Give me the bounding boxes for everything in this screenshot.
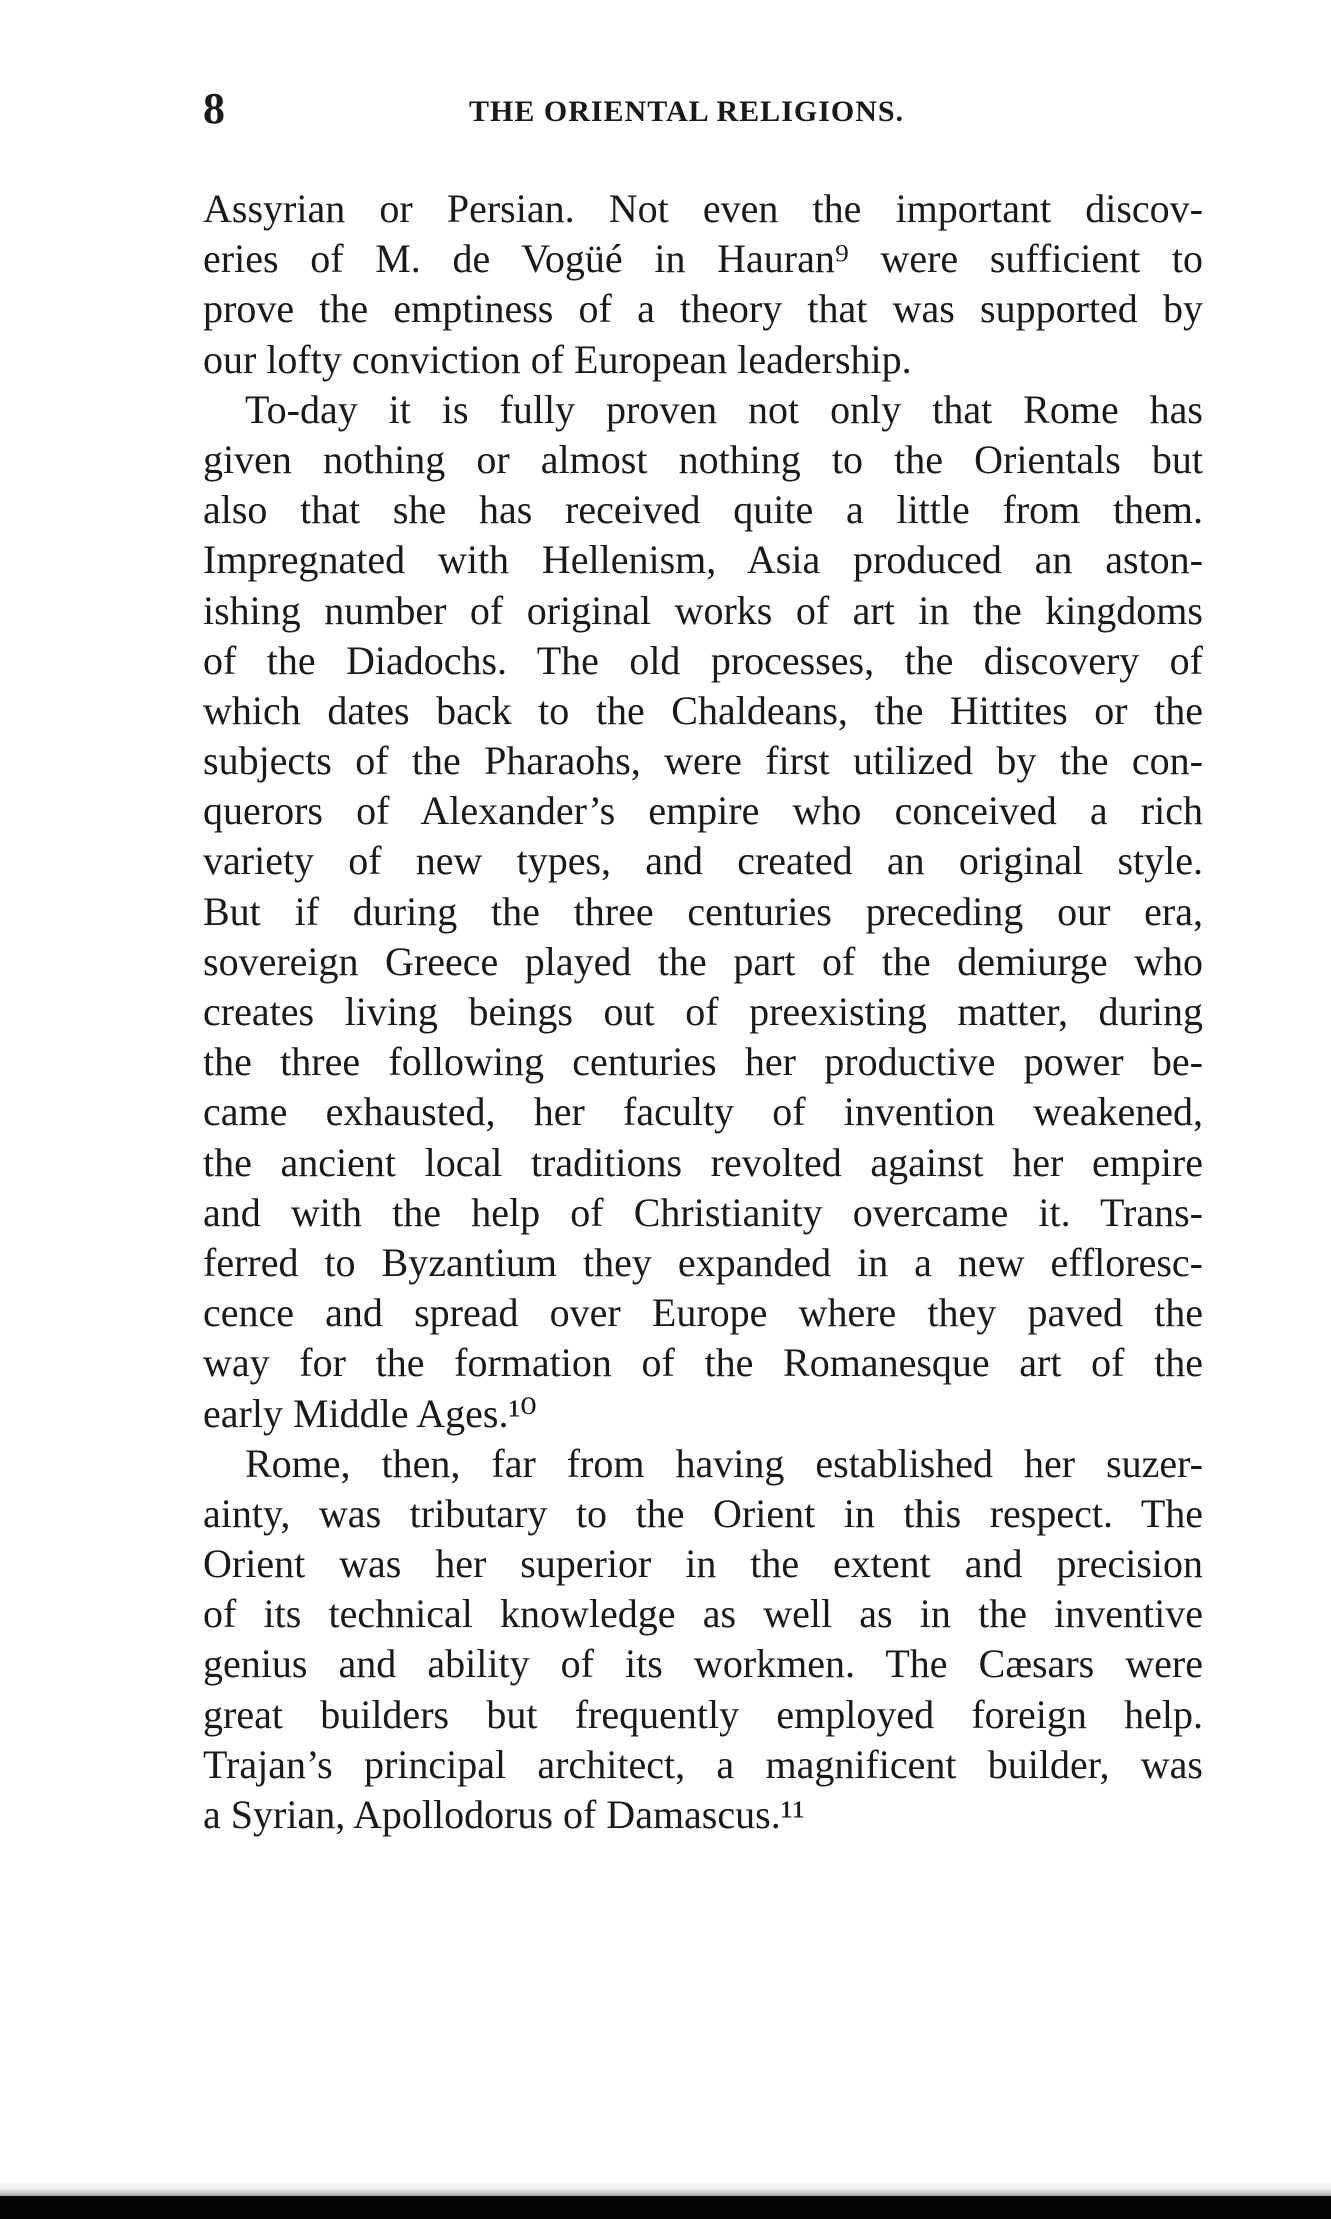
text-line: given nothing or almost nothing to the Orientals but [203, 436, 1203, 482]
running-title: THE ORIENTAL RELIGIONS. [469, 95, 905, 128]
text-line: of its technical knowledge as well as in the inventive [203, 1591, 1203, 1637]
text-line: Orient was her superior in the extent and precision [203, 1541, 1203, 1587]
text-line: way for the formation of the Romanesque art of the [203, 1340, 1203, 1386]
paragraph-1 [203, 184, 1203, 385]
scan-edge [0, 2196, 1331, 2219]
text-line: which dates back to the Chaldeans, the Hittites or the [203, 687, 1203, 733]
text-line: Rome, then, far from having established her suzer- [245, 1440, 1203, 1486]
body-text [203, 184, 1203, 1840]
text-line: To-day it is fully proven not only that Rome has [245, 386, 1203, 432]
text-line: great builders but frequently employed foreign help. [203, 1691, 1203, 1737]
text-line: cence and spread over Europe where they paved the [203, 1290, 1203, 1336]
paragraph-2 [203, 385, 1203, 1439]
text-line: came exhausted, her faculty of invention weakened, [203, 1089, 1203, 1135]
text-line: Assyrian or Persian. Not even the important discov- [203, 186, 1203, 231]
text-line: Impregnated with Hellenism, Asia produced an aston- [203, 537, 1203, 583]
text-line: early Middle Ages.¹⁰ [203, 1390, 537, 1436]
text-line: eries of M. de Vogüé in Hauran⁹ were sufficient to [203, 236, 1203, 282]
text-line: our lofty conviction of European leadership. [203, 336, 912, 382]
text-line: also that she has received quite a little from them. [203, 487, 1203, 533]
text-line: But if during the three centuries preceding our era, [203, 888, 1203, 934]
text-line: and with the help of Christianity overcame it. Trans- [203, 1189, 1203, 1235]
text-line: querors of Alexander’s empire who conceived a rich [203, 788, 1203, 834]
page-number: 8 [203, 84, 225, 133]
text-line: a Syrian, Apollodorus of Damascus.¹¹ [203, 1792, 805, 1837]
text-line: ferred to Byzantium they expanded in a new effloresc- [203, 1239, 1203, 1285]
text-line: creates living beings out of preexisting matter, during [203, 989, 1203, 1034]
text-line: the ancient local traditions revolted against her empire [203, 1139, 1203, 1185]
text-line: genius and ability of its workmen. The Cæsars were [203, 1641, 1203, 1687]
text-line: subjects of the Pharaohs, were first utilized by the con- [203, 738, 1203, 784]
running-header [203, 84, 1203, 134]
paragraph-3 [203, 1439, 1203, 1841]
text-line: the three following centuries her productive power be- [203, 1039, 1203, 1085]
scan-shadow [0, 2180, 1331, 2196]
text-line: sovereign Greece played the part of the demiurge who [203, 938, 1203, 984]
text-line: Trajan’s principal architect, a magnificent builder, was [203, 1741, 1203, 1787]
text-line: variety of new types, and created an original style. [203, 838, 1203, 884]
text-line: ainty, was tributary to the Orient in this respect. The [203, 1490, 1203, 1536]
text-line: ishing number of original works of art in the kingdoms [203, 587, 1203, 633]
text-line: of the Diadochs. The old processes, the discovery of [203, 637, 1203, 683]
text-line: prove the emptiness of a theory that was supported by [203, 286, 1203, 332]
